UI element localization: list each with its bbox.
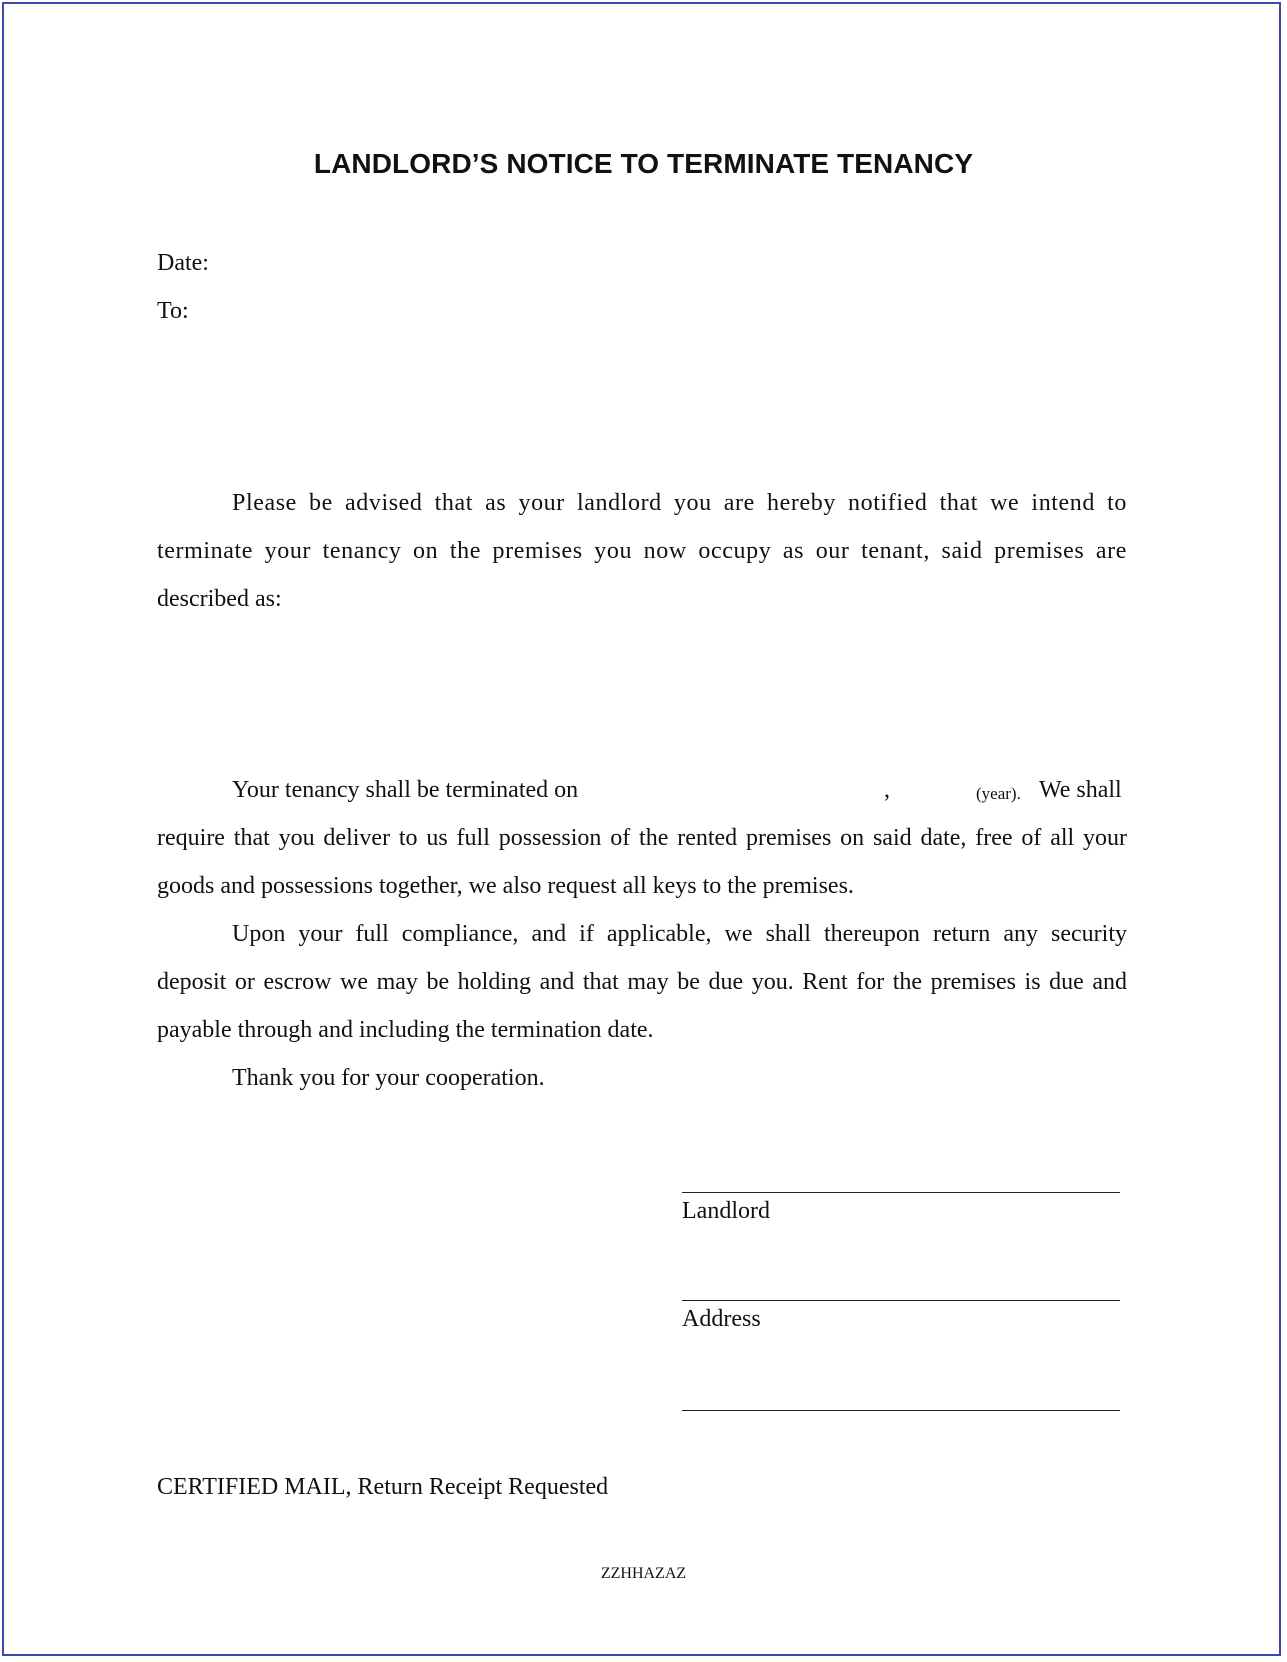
address-signature-line — [682, 1300, 1120, 1301]
paragraph-1-line-1: Please be advised that as your landlord you are hereby notified that we intend to — [232, 490, 1127, 516]
paragraph-2-line-2: require that you deliver to us full possession of the rented premises on said date, free of all your — [157, 825, 1127, 851]
address-second-line — [682, 1410, 1120, 1411]
footer-code: ZZHHAZAZ — [600, 1565, 687, 1582]
to-label: To: — [157, 298, 189, 324]
landlord-signature-line — [682, 1192, 1120, 1193]
paragraph-1-line-3: described as: — [157, 586, 282, 612]
year-label: (year). — [976, 784, 1021, 803]
paragraph-3-line-1: Upon your full compliance, and if applicable, we shall thereupon return any security — [232, 921, 1127, 947]
date-label: Date: — [157, 250, 209, 276]
paragraph-1-line-2: terminate your tenancy on the premises you now occupy as our tenant, said premises are — [157, 538, 1127, 564]
paragraph-2-line-1-start: Your tenancy shall be terminated on — [232, 777, 579, 803]
paragraph-2-comma: , — [884, 777, 890, 803]
paragraph-3-line-3: payable through and including the termination date. — [157, 1017, 654, 1043]
landlord-label: Landlord — [682, 1198, 770, 1224]
paragraph-2-line-3: goods and possessions together, we also request all keys to the premises. — [157, 873, 854, 899]
paragraph-3-line-2: deposit or escrow we may be holding and that may be due you. Rent for the premises is due and — [157, 969, 1127, 995]
paragraph-2-line-1-end: We shall — [1039, 777, 1122, 803]
certified-mail-note: CERTIFIED MAIL, Return Receipt Requested — [157, 1474, 609, 1500]
closing-line: Thank you for your cooperation. — [232, 1065, 545, 1091]
document-title: LANDLORD’S NOTICE TO TERMINATE TENANCY — [313, 148, 974, 179]
address-label: Address — [682, 1306, 761, 1332]
